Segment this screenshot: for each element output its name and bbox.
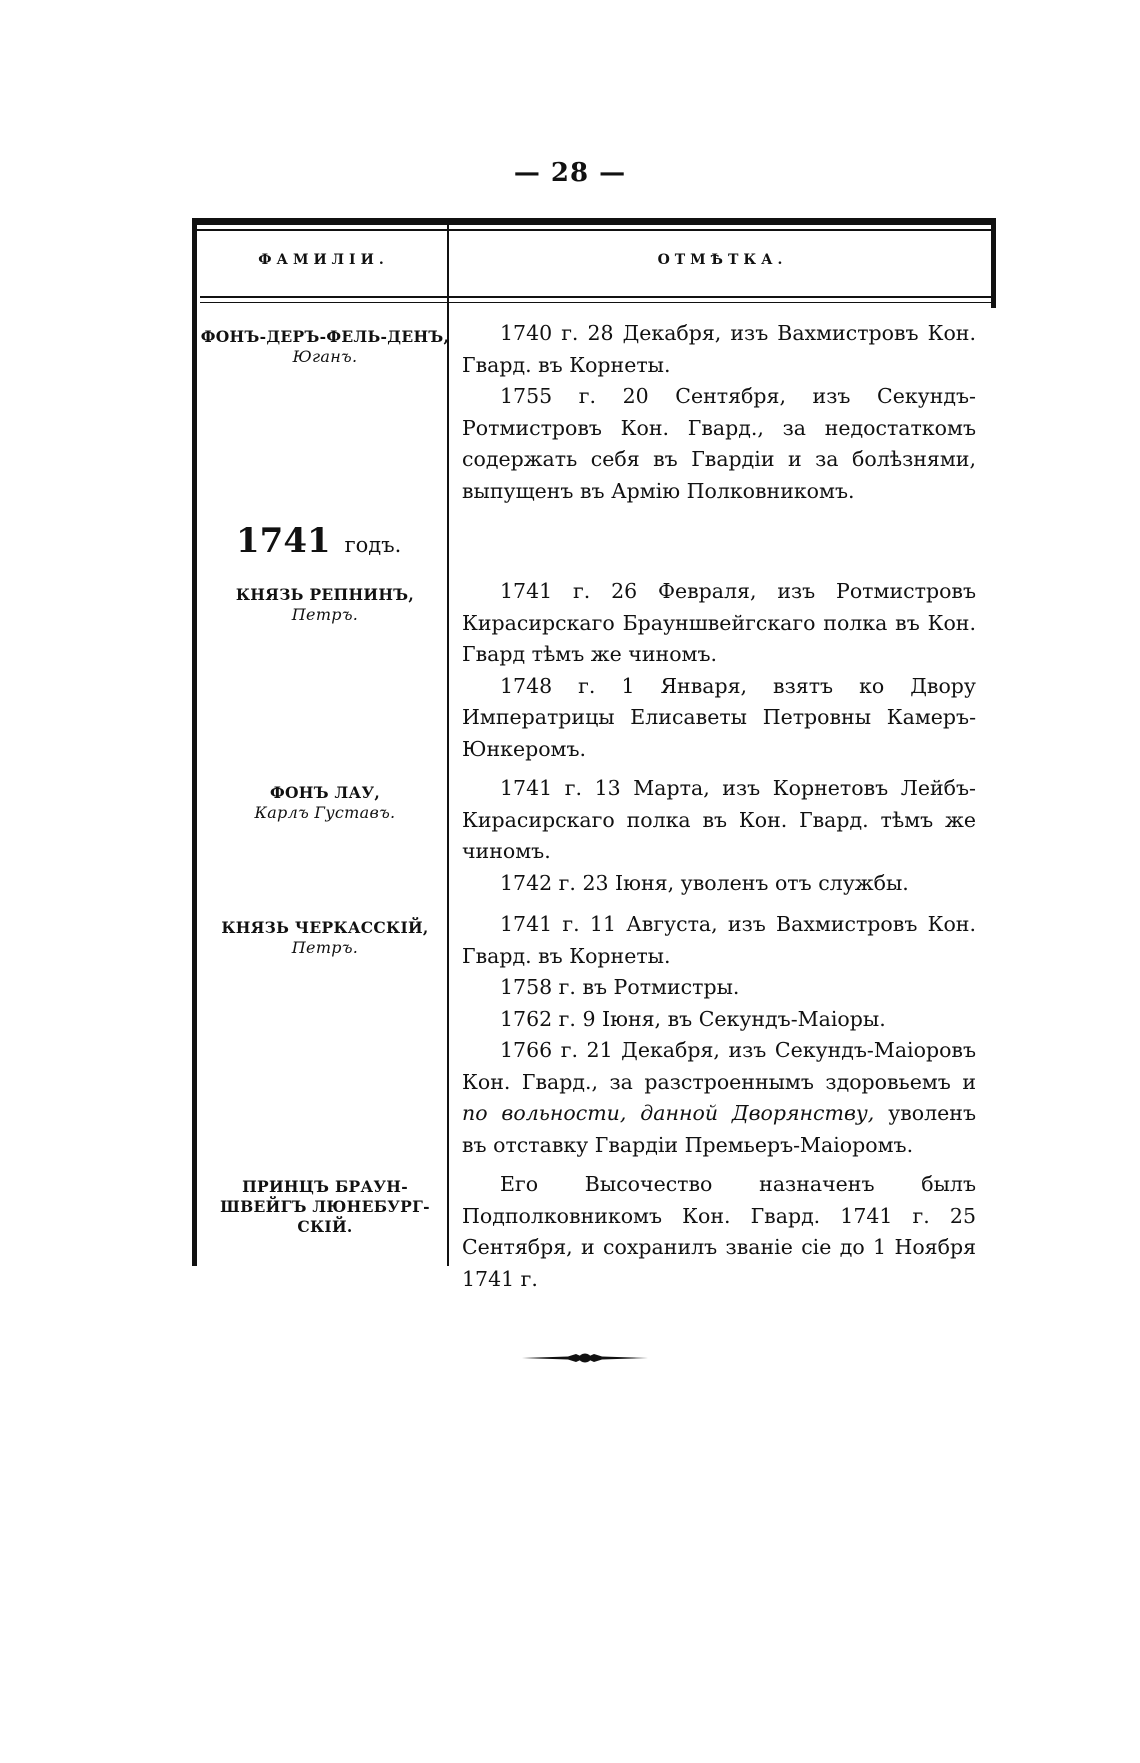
entry-name [200,783,450,823]
entry-given-name: Петръ. [291,938,359,957]
entry-notes [462,1169,976,1295]
entry-given-name: Карлъ Густавъ. [254,803,396,822]
note-line: 1762 г. 9 Іюня, въ Секундъ-Маіоры. [500,1006,886,1031]
entry-surname: КНЯЗЬ ЧЕРКАССКІЙ, [221,918,429,937]
year-number: 1741 [236,521,331,561]
entry-given-name: Петръ. [291,605,359,624]
note-line: 1755 г. 20 Сентября, изъ Секундъ-Ротмистровъ Кон. Гвард., за недостаткомъ содержать себя въ Гвардіи и за болѣзнями, выпущенъ въ Армію Полковникомъ. [462,384,976,503]
entry-surname: ФОНЪ-ДЕРЪ-ФЕЛЬ-ДЕНЪ, [200,327,450,346]
header-rule [200,296,996,303]
entry-notes [462,318,976,507]
entry-surname: КНЯЗЬ РЕПНИНЪ, [235,585,415,604]
entry-notes [462,773,976,899]
note-line: 1740 г. 28 Декабря, изъ Вахмистровъ Кон. Гвард. въ Корнеты. [462,321,976,377]
note-line: 1742 г. 23 Іюня, уволенъ отъ службы. [500,870,909,895]
column-divider [447,225,449,1266]
entry-surname: ФОНЪ ЛАУ, [269,783,381,802]
note-line: 1741 г. 26 Февраля, изъ Ротмистровъ Кирасирскаго Брауншвейгскаго полка въ Кон. Гвард тѣмъ же чиномъ. [462,579,976,666]
note-italic: по вольности, данной Дворянству, [462,1101,875,1125]
note-line: 1748 г. 1 Января, взятъ ко Двору Императрицы Елисаветы Петровны Камеръ-Юнкеромъ. [462,673,976,761]
year-heading [236,521,456,565]
entry-surname: ПРИНЦЪ БРАУН-ШВЕЙГЪ ЛЮНЕБУРГ-СКІЙ. [220,1177,430,1236]
entry-name [200,1177,450,1237]
header-remarks: ОТМѢТКА. [657,252,788,268]
entry-name [200,327,450,367]
entry-given-name: Юганъ. [292,347,358,366]
header-surnames: ФАМИЛІИ. [258,252,389,268]
year-word: годъ. [344,533,402,557]
note-text: 1766 г. 21 Декабря, изъ Секундъ-Маіоровъ Кон. Гвард., за разстроеннымъ здоровьемъ и [462,1038,976,1094]
entry-notes [462,909,976,1161]
note-text: уволенъ въ отставку Гвардіи Премьеръ-Маіоромъ. [462,1101,976,1157]
table-top-rule [192,218,996,225]
page-number: — 28 — [513,158,627,188]
entry-name [200,585,450,625]
note-line: 1741 г. 11 Августа, изъ Вахмистровъ Кон. Гвард. въ Корнеты. [462,912,976,968]
table-top-inner-rule [192,229,996,231]
entry-notes [462,576,976,765]
table-left-rule [192,218,197,1266]
closing-ornament-icon [520,1350,650,1366]
note-line: 1741 г. 13 Марта, изъ Корнетовъ Лейбъ-Кирасирскаго полка въ Кон. Гвард. тѣмъ же чиномъ. [462,776,976,863]
note-line [462,1035,976,1161]
entry-name [200,918,450,958]
note-line: Его Высочество назначенъ былъ Подполковникомъ Кон. Гвард. 1741 г. 25 Сентября, и сохранилъ званіе сіе до 1 Ноября 1741 г. [462,1172,976,1291]
note-line: 1758 г. въ Ротмистры. [500,975,740,999]
